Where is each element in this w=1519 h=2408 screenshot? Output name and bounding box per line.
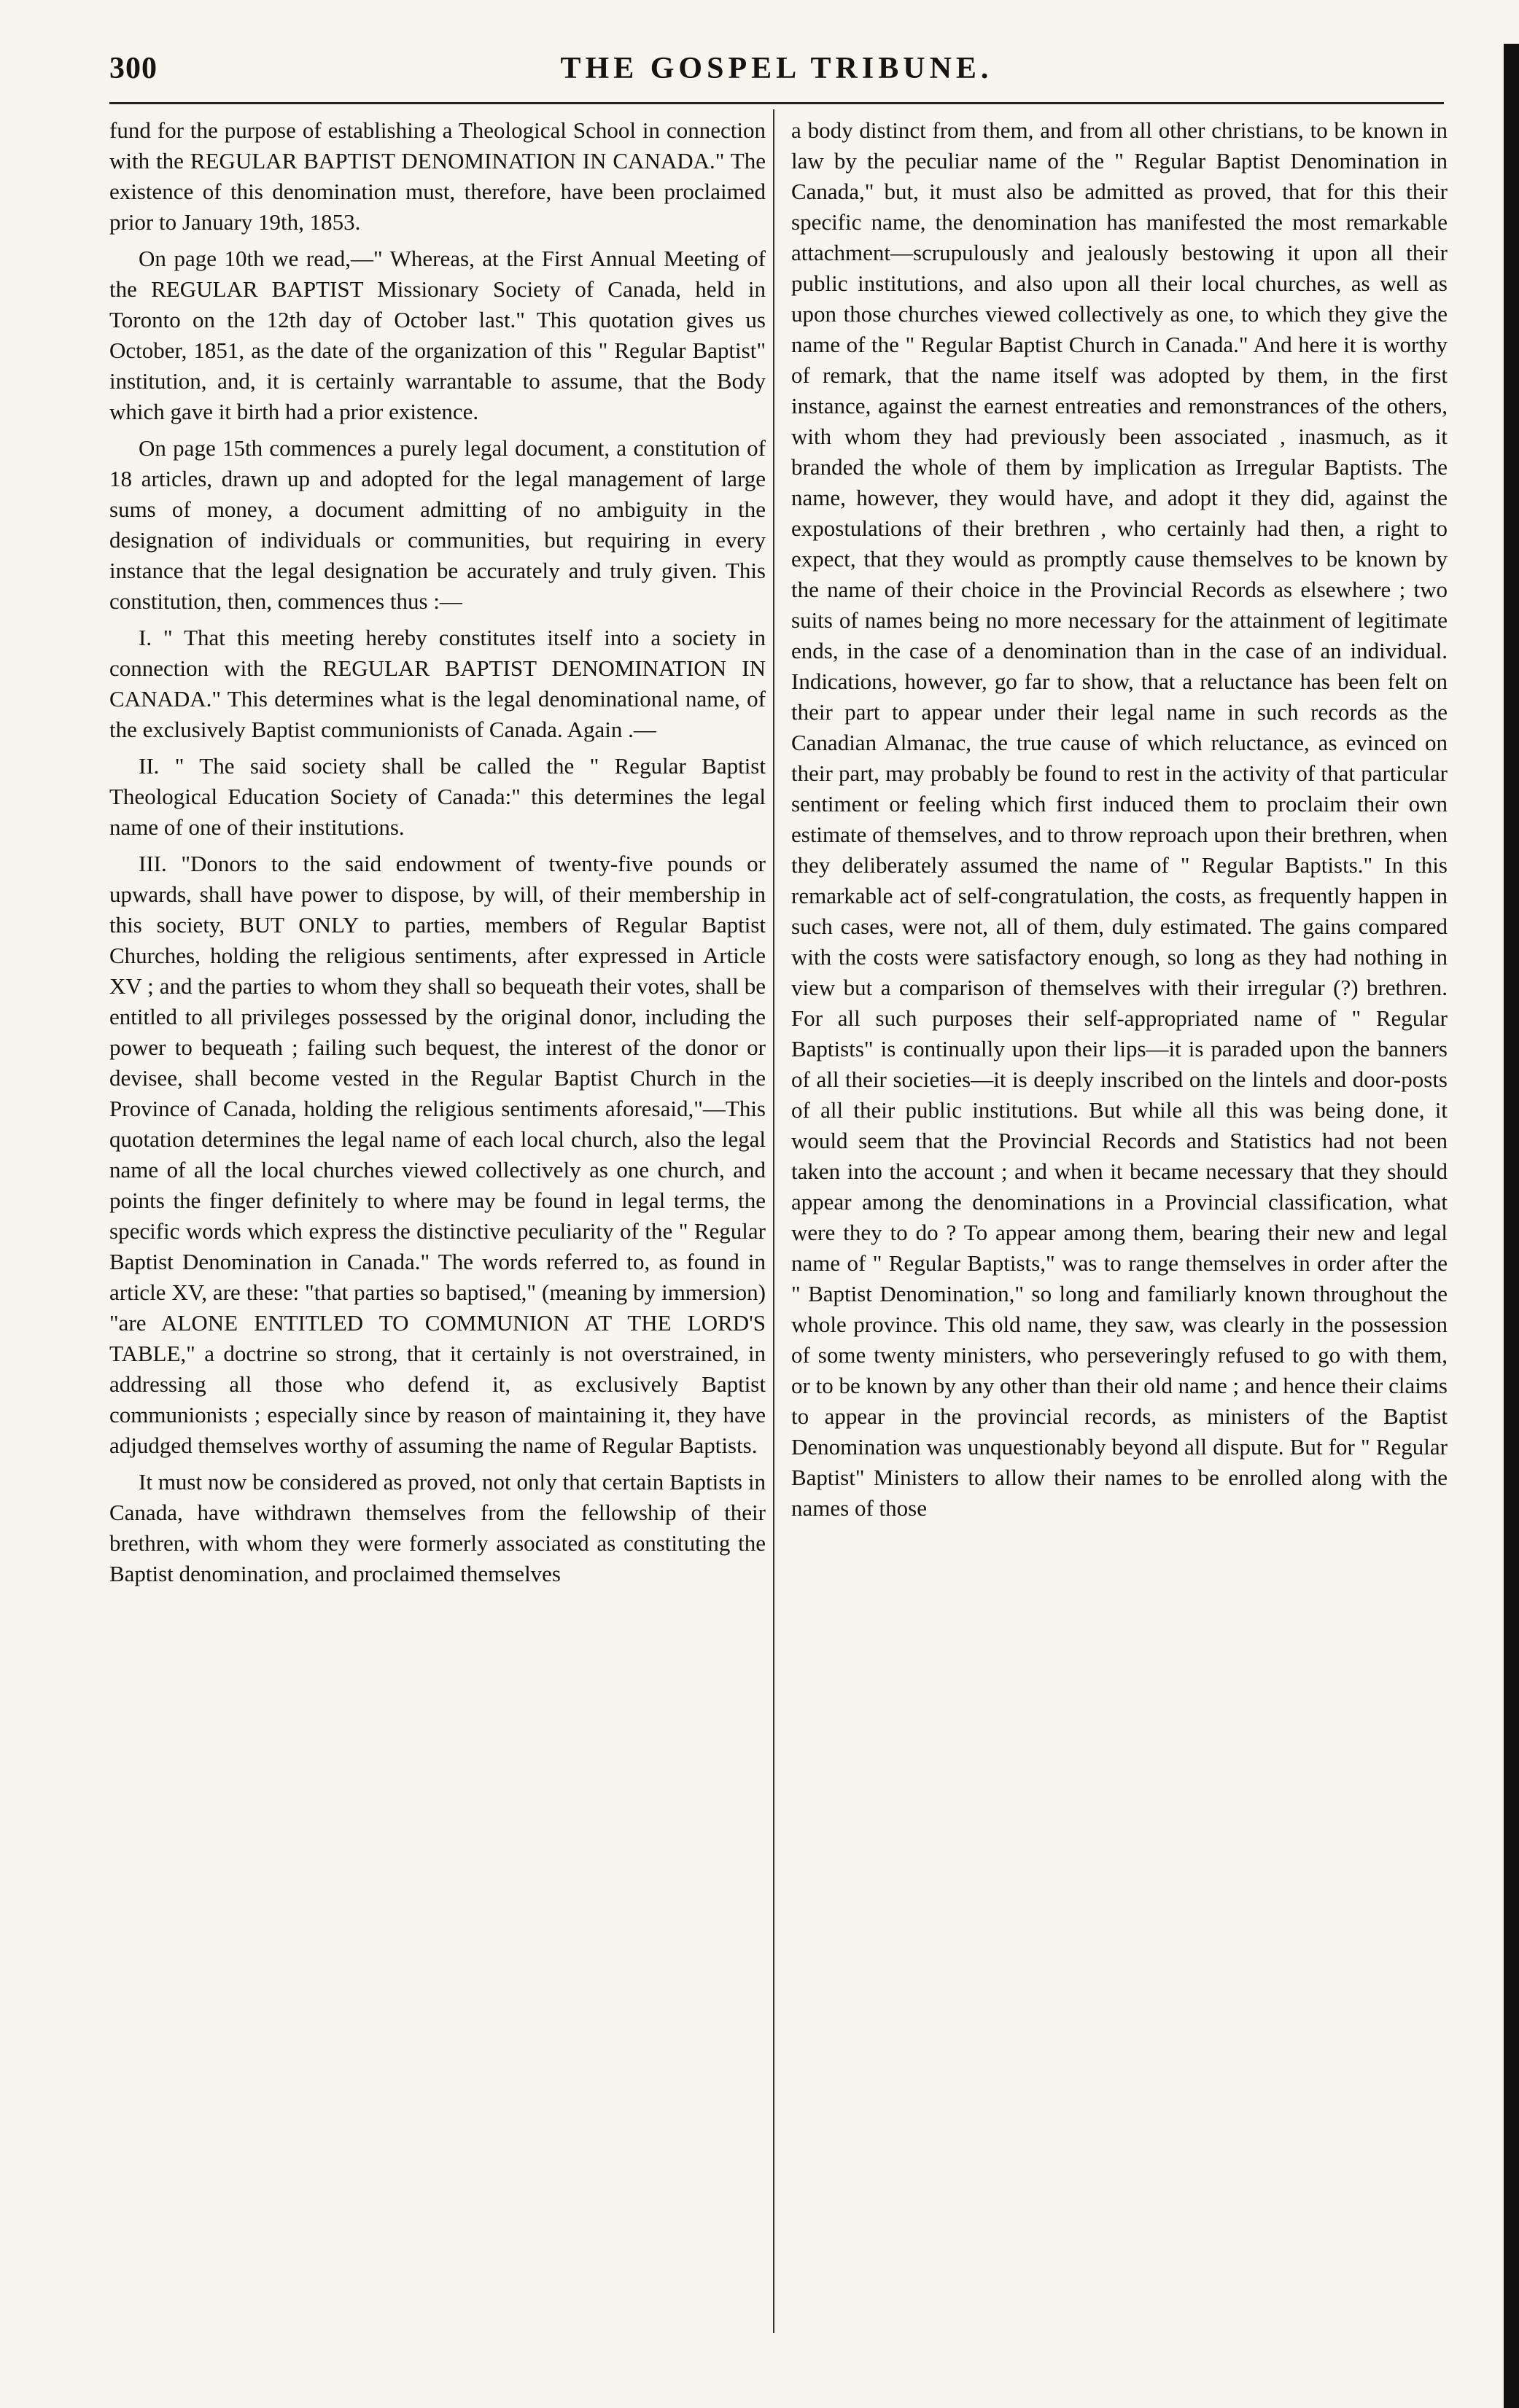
paragraph: I. " That this meeting hereby constitutes itself into a society in connection with the REGULAR BAPTIST DENOMINATION IN CANADA." This determines what is the legal denominational name, of the exclusively Baptist communionists of Canada. Again .— [109,625,766,742]
running-title: THE GOSPEL TRIBUNE. [560,52,993,85]
paragraph: II. " The said society shall be called the " Regular Baptist Theological Education Society of Canada:" this determines the legal name of one of their institutions. [109,753,766,840]
paragraph: III. "Donors to the said endowment of twenty-five pounds or upwards, shall have power to dispose, by will, of their membership in this society, BUT ONLY to parties, members of Regular Baptist Churches, holding the religious sentiments, after expressed in Article XV ; and the parties to whom they shall so bequeath their votes, shall be entitled to all privileges possessed by the original donor, including the power to bequeath ; failing such bequest, the interest of the donor or devisee, shall become vested in the Regular Baptist Church in the Province of Canada, holding the religious sentiments aforesaid,"—This quotation determines the legal name of each local church, also the legal name of all the local churches viewed collectively as one church, and points the finger definitely to where may be found in legal terms, the specific words which express the distinctive peculiarity of the " Regular Baptist Denomination in Canada." The words referred to, as found in article XV, are these: "that parties so baptised," (meaning by immersion) "are ALONE ENTITLED TO COMMUNION AT THE LORD'S TABLE," a doctrine so strong, that it certainly is not overstrained, in addressing all those who defend it, as exclusively Baptist communionists ; especially since by reason of maintaining it, they have adjudged themselves worthy of assuming the name of Regular Baptists. [109,851,766,1458]
paragraph: On page 10th we read,—" Whereas, at the First Annual Meeting of the REGULAR BAPTIST Missionary Society of Canada, held in Toronto on the 12th day of October last." This quotation gives us October, 1851, as the date of the organization of this " Regular Baptist" institution, and, it is certainly warrantable to assume, that the Body which gave it birth had a prior existence. [109,246,766,424]
left-column [109,115,766,1595]
right-column [791,115,1448,1530]
page-number: 300 [109,52,158,85]
scan-edge-shadow [1504,44,1519,2408]
paragraph: a body distinct from them, and from all other christians, to be known in law by the peculiar name of the " Regular Baptist Denomination in Canada," but, it must also be admitted as proved, that for this their specific name, the denomination has manifested the most remarkable attachment—scrupulously and jealously bestowing it upon all their public institutions, and also upon all their local churches, as well as upon those churches viewed collectively as one, to which they give the name of the " Regular Baptist Church in Canada." And here it is worthy of remark, that the name itself was adopted by them, in the first instance, against the earnest entreaties and remonstrances of the others, with whom they had previously been associated , inasmuch, as it branded the whole of them by implication as Irregular Baptists. The name, however, they would have, and adopt it they did, against the expostulations of their brethren , who certainly had then, a right to expect, that they would as promptly cause themselves to be known by the name of their choice in the Provincial Records as elsewhere ; two suits of names being no more necessary for the attainment of legitimate ends, in the case of a denomination than in the case of an individual. Indications, however, go far to show, that a reluctance has been felt on their part to appear under their legal name in such records as the Canadian Almanac, the true cause of which reluctance, as evinced on their part, may probably be found to rest in the activity of that particular sentiment or feeling which first induced them to proclaim their own estimate of themselves, and to throw reproach upon their brethren, when they deliberately assumed the name of " Regular Baptists." In this remarkable act of self-congratulation, the costs, as frequently happen in such cases, were not, all of them, duly estimated. The gains compared with the costs were satisfactory enough, so long as they had nothing in view but a comparison of themselves with their irregular (?) brethren. For all such purposes their self-appropriated name of " Regular Baptists" is continually upon their lips—it is paraded upon the banners of all their societies—it is deeply inscribed on the lintels and door-posts of all their public institutions. But while all this was being done, it would seem that the Provincial Records and Statistics had not been taken into the account ; and when it became necessary that they should appear among the denominations in a Provincial classification, what were they to do ? To appear among them, bearing their new and legal name of " Regular Baptists," was to range themselves in order after the " Baptist Denomination," so long and familiarly known throughout the whole province. This old name, they saw, was clearly in the possession of some twenty ministers, who perseveringly refused to go with them, or to be known by any other than their old name ; and hence their claims to appear in the provincial records, as ministers of the Baptist Denomination was unquestionably beyond all dispute. But for " Regular Baptist" Ministers to allow their names to be enrolled along with the names of those [791,117,1448,1521]
paragraph: It must now be considered as proved, not only that certain Baptists in Canada, have withdrawn themselves from the fellowship of their brethren, with whom they were formerly associated as constituting the Baptist denomination, and proclaimed themselves [109,1469,766,1586]
column-divider [773,109,774,2333]
paragraph: On page 15th commences a purely legal document, a constitution of 18 articles, drawn up and adopted for the legal management of large sums of money, a document admitting of no ambiguity in the designation of individuals or communities, but requiring in every instance that the legal designation be accurately and truly given. This constitution, then, commences thus :— [109,435,766,614]
header-rule [109,102,1444,104]
page-header [109,51,1444,95]
paragraph: fund for the purpose of establishing a Theological School in connection with the REGULAR BAPTIST DENOMINATION IN CANADA." The existence of this denomination must, therefore, have been proclaimed prior to January 19th, 1853. [109,117,766,235]
